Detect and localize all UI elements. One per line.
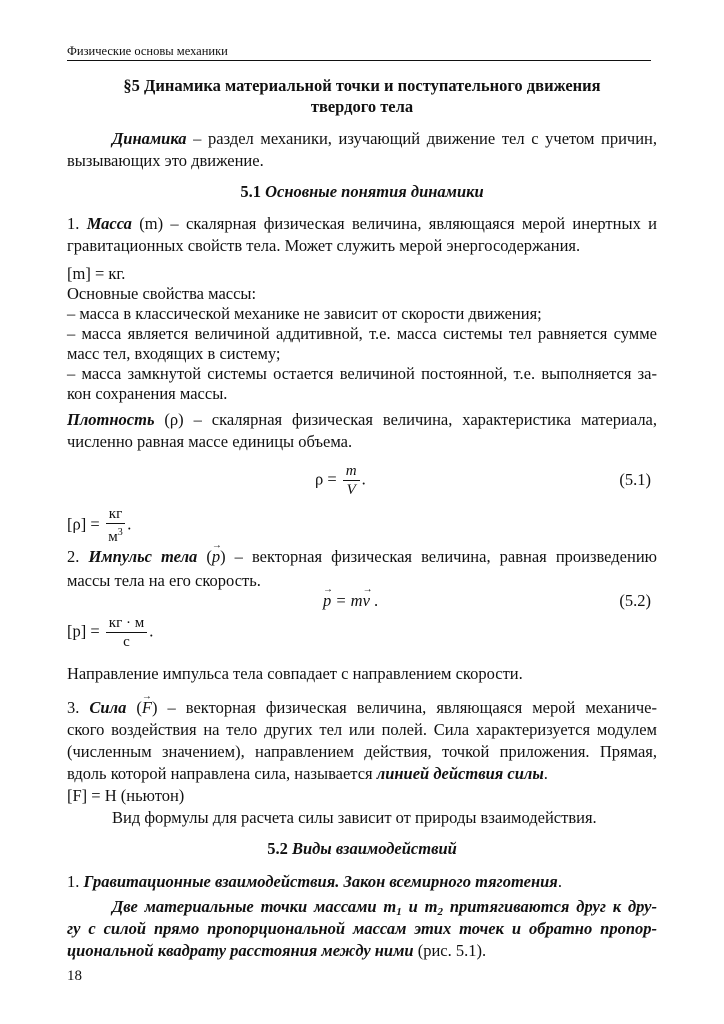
period: . (543, 764, 548, 783)
equation-number: (5.2) (619, 591, 651, 610)
term-line-of-action: линией действия силы (376, 764, 544, 783)
page-number: 18 (67, 968, 82, 984)
mass-props-title: Основные свойства массы: (67, 284, 257, 303)
unit-lhs: [p] = (67, 621, 100, 641)
item-number: 1. (67, 872, 84, 891)
force-line3: (численным значением), направлением действия, точкой приложения. Прямая, (67, 742, 657, 761)
mass-prop-1: – масса в классической механике не зависит от скорости движения; (67, 304, 542, 323)
gravity-heading-text: Гравитационные взаимодействия. Закон всемирного тяготения (83, 872, 558, 891)
force-formula-note: Вид формулы для расчета силы зависит от природы взаимодействия. (112, 808, 597, 827)
subsection-5-1-title (67, 181, 657, 203)
paren-open: ( (126, 698, 142, 717)
vector-v: → v (363, 590, 370, 612)
unit-den-base: м (108, 529, 118, 545)
running-header: Физические основы механики (67, 44, 651, 61)
term-density: Плотность (67, 410, 155, 429)
numerator: m (343, 462, 360, 481)
subsection-number: 5.1 (240, 182, 266, 201)
law-text: циональной квадрату расстояния между ними (67, 941, 414, 960)
density-line2: численно равная массе единицы объема. (67, 432, 353, 451)
page (67, 0, 657, 1024)
period: . (557, 872, 562, 891)
subsection-name: Виды взаимодействий (291, 839, 457, 858)
law-line3 (67, 940, 657, 962)
figure-reference: (рис. 5.1). (413, 941, 487, 960)
force-text: ) – векторная физическая величина, являющаяся мерой механиче- (151, 698, 658, 717)
formula-mid: = m (331, 591, 363, 610)
equation-number: (5.1) (619, 470, 651, 489)
vector-f: → F (142, 697, 152, 719)
unit-end: . (127, 514, 132, 534)
momentum-text: ) – векторная физическая величина, равная произведению (220, 547, 657, 566)
unit-denominator: с (123, 634, 130, 650)
mass-prop-3a: – масса замкнутой системы остается величиной постоянной, т.е. выполняется за- (67, 364, 657, 383)
force-line1 (67, 697, 657, 719)
item-number: 3. (67, 698, 90, 717)
vector-p: → p (212, 546, 220, 568)
term-force: Сила (89, 698, 127, 717)
formula-end: . (369, 591, 379, 610)
denominator: V (346, 482, 356, 498)
force-unit: [F] = Н (ньютон) (67, 786, 185, 805)
paren-open: ( (197, 547, 212, 566)
unit-numerator: кг (106, 505, 125, 524)
mass-prop-3b: кон сохранения массы. (67, 384, 228, 403)
section-title-line1: §5 Динамика материальной точки и поступательного движения (123, 76, 601, 95)
momentum-line2: массы тела на его скорость. (67, 571, 261, 590)
unit-den-exp: 3 (117, 527, 123, 538)
subscript-1: 1 (396, 906, 402, 918)
mass-text: (m) – скалярная физическая величина, являющаяся мерой инертных и (131, 214, 657, 233)
unit-denominator (106, 524, 125, 546)
section-title-line2: твердого тела (310, 97, 414, 116)
mass-prop-2b: масс тел, входящих в систему; (67, 344, 281, 363)
unit-lhs: [ρ] = (67, 514, 100, 534)
mass-unit: [m] = кг. (67, 264, 126, 283)
law-text-a: Две материальные точки массами m (112, 897, 397, 916)
term-dynamics: Динамика (112, 129, 187, 148)
density-line1 (67, 409, 657, 431)
density-unit (67, 505, 657, 545)
formula-end: . (361, 469, 366, 489)
item-number: 1. (67, 214, 87, 233)
momentum-unit (67, 614, 657, 654)
law-line2: гу с силой прямо пропорциональной массам этих точек и обратно пропор- (67, 919, 657, 938)
fraction (343, 462, 360, 499)
intro-line2: вызывающих это движение. (67, 151, 264, 170)
item-number: 2. (67, 547, 89, 566)
mass-line2: гравитационных свойств тела. Может служить мерой энергосодержания. (67, 236, 581, 255)
subscript-2: 2 (437, 906, 443, 918)
term-mass: Масса (86, 214, 132, 233)
density-text: (ρ) – скалярная физическая величина, характеристика материала, (154, 410, 657, 429)
unit-end: . (149, 621, 154, 641)
unit-fraction (106, 505, 125, 546)
intro-line1 (112, 128, 657, 150)
vector-p: → p (323, 590, 331, 612)
term-momentum: Импульс тела (88, 547, 198, 566)
force-line2: ского воздействия на тело других тел или полей. Сила характеризуется модулем (67, 720, 657, 739)
mass-prop-2a: – масса является величиной аддитивной, т.е. масса системы тел равняется сумме (67, 324, 657, 343)
subsection-5-2-title (67, 838, 657, 860)
gravity-heading (67, 871, 657, 893)
formula-5-1 (67, 462, 657, 502)
mass-line1 (67, 213, 657, 235)
force-line4-text: вдоль которой направлена сила, называется (67, 764, 377, 783)
force-line4 (67, 763, 657, 785)
subsection-number: 5.2 (267, 839, 292, 858)
unit-numerator: кг · м (106, 614, 147, 633)
subsection-name: Основные понятия динамики (265, 182, 484, 201)
unit-fraction (106, 614, 147, 651)
momentum-line1 (67, 546, 657, 568)
law-text-b: и m (401, 897, 438, 916)
intro-text: – раздел механики, изучающий движение тел с учетом причин, (186, 129, 657, 148)
law-text-c: притягиваются друг к дру- (442, 897, 658, 916)
formula-lhs: ρ = (315, 469, 337, 489)
momentum-direction: Направление импульса тела совпадает с направлением скорости. (67, 664, 523, 683)
